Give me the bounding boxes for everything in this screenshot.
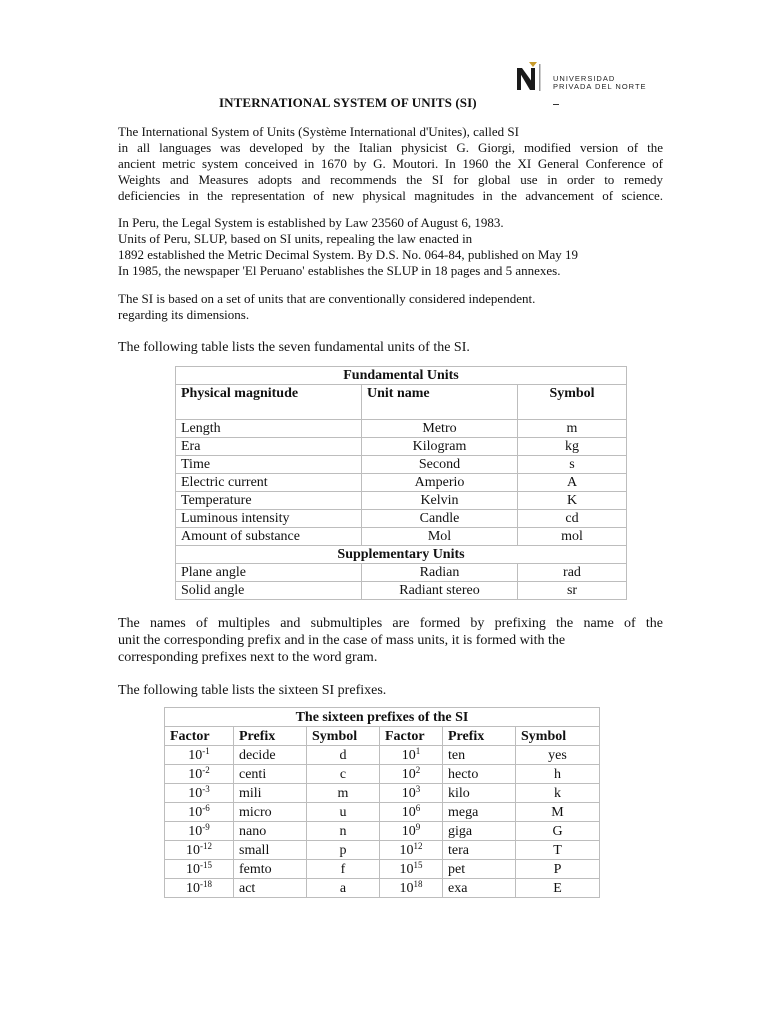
table-row (176, 420, 627, 438)
table-row (176, 492, 627, 510)
prefixes-paragraph (118, 615, 663, 666)
table-cell: m (307, 784, 380, 803)
table-cell: ten (443, 746, 516, 765)
factor-base: 10 (188, 785, 203, 801)
table-cell: f (307, 860, 380, 879)
table-cell: Length (176, 420, 362, 438)
table-cell: T (516, 841, 600, 860)
factor-base: 10 (399, 861, 414, 877)
table-cell: Electric current (176, 474, 362, 492)
column-header: Physical magnitude (176, 385, 362, 420)
table-cell (165, 765, 234, 784)
table-cell: giga (443, 822, 516, 841)
table-cell: Kilogram (362, 438, 518, 456)
table-cell: mega (443, 803, 516, 822)
factor-exponent: -1 (202, 745, 210, 756)
supplementary-title: Supplementary Units (176, 546, 627, 564)
table-row (165, 765, 600, 784)
factor-base: 10 (399, 880, 414, 896)
table-cell: u (307, 803, 380, 822)
table-cell: cd (518, 510, 627, 528)
text-line: regarding its dimensions. (118, 307, 250, 322)
table-row (165, 879, 600, 898)
column-header: Symbol (307, 727, 380, 746)
table-row (165, 860, 600, 879)
column-header: Factor (380, 727, 443, 746)
table-cell: nano (234, 822, 307, 841)
si-prefixes-table (164, 707, 600, 898)
factor-base: 10 (188, 747, 203, 763)
table-cell: h (516, 765, 600, 784)
table-cell: hecto (443, 765, 516, 784)
table-cell: Radian (362, 564, 518, 582)
text-line: The SI is based on a set of units that are conventionally considered independent. (118, 291, 536, 306)
table-cell: K (518, 492, 627, 510)
peru-paragraph (118, 215, 663, 279)
table-row (176, 474, 627, 492)
table-cell: Time (176, 456, 362, 474)
table-cell: Kelvin (362, 492, 518, 510)
table-cell (165, 803, 234, 822)
factor-exponent: -3 (202, 783, 210, 794)
table-cell: M (516, 803, 600, 822)
factor-base: 10 (188, 766, 203, 782)
table-cell (380, 860, 443, 879)
factor-exponent: -6 (202, 802, 210, 813)
factor-exponent: -12 (200, 840, 212, 851)
table1-intro: The following table lists the seven fundamental units of the SI. (118, 340, 470, 355)
table-cell: Solid angle (176, 582, 362, 600)
table-cell: pet (443, 860, 516, 879)
table-cell: rad (518, 564, 627, 582)
table-cell: Second (362, 456, 518, 474)
table-cell (380, 784, 443, 803)
factor-base: 10 (401, 766, 416, 782)
table-cell (380, 879, 443, 898)
column-header: Symbol (516, 727, 600, 746)
page-title: INTERNATIONAL SYSTEM OF UNITS (SI) (219, 95, 477, 110)
table-row (165, 803, 600, 822)
factor-exponent: 1 (415, 745, 421, 756)
text-line: In Peru, the Legal System is established by Law 23560 of August 6, 1983. (118, 215, 504, 230)
text-line: The names of multiples and submultiples are formed by prefixing the name of the (118, 616, 663, 631)
column-header: Symbol (518, 385, 627, 420)
text-line: deficiencies in the representation of new physical magnitudes in the advancement of science. (118, 188, 663, 203)
table-cell: sr (518, 582, 627, 600)
text-line: unit the corresponding prefix and in the case of mass units, it is formed with the (118, 633, 566, 648)
table-cell: a (307, 879, 380, 898)
text-line: 1892 established the Metric Decimal System. By D.S. No. 064-84, published on May 19 (118, 247, 579, 262)
table-cell: c (307, 765, 380, 784)
text-line: Weights and Measures adopts and recommends the SI for global use in order to remedy (118, 172, 663, 187)
table-row (176, 528, 627, 546)
text-line: In 1985, the newspaper 'El Peruano' establishes the SLUP in 18 pages and 5 annexes. (118, 263, 561, 278)
table-row (176, 510, 627, 528)
table-cell: mol (518, 528, 627, 546)
column-header: Prefix (443, 727, 516, 746)
factor-exponent: 9 (415, 821, 421, 832)
table-title: Fundamental Units (176, 367, 627, 385)
factor-exponent: 12 (413, 840, 423, 851)
table-cell (380, 803, 443, 822)
table-cell: p (307, 841, 380, 860)
table-cell (165, 860, 234, 879)
table2-intro: The following table lists the sixteen SI prefixes. (118, 683, 387, 698)
factor-exponent: -2 (202, 764, 210, 775)
table-cell: Amount of substance (176, 528, 362, 546)
table-cell: yes (516, 746, 600, 765)
table-row (176, 456, 627, 474)
factor-base: 10 (401, 823, 416, 839)
factor-base: 10 (399, 842, 414, 858)
text-line: The International System of Units (Système International d'Unites), called SI (118, 124, 519, 139)
table-cell: Plane angle (176, 564, 362, 582)
university-logo-text: UNIVERSIDAD PRIVADA DEL NORTE (553, 74, 647, 91)
text-line: Units of Peru, SLUP, based on SI units, repealing the law enacted in (118, 231, 473, 246)
table-cell (165, 879, 234, 898)
table-cell (165, 746, 234, 765)
table-cell: femto (234, 860, 307, 879)
factor-base: 10 (186, 880, 200, 896)
table-row (165, 841, 600, 860)
si-basis-paragraph (118, 291, 663, 323)
factor-exponent: 18 (413, 878, 423, 889)
table-cell: A (518, 474, 627, 492)
table-cell (380, 822, 443, 841)
table-cell: k (516, 784, 600, 803)
table-row (176, 564, 627, 582)
table-cell: Amperio (362, 474, 518, 492)
factor-exponent: 3 (415, 783, 421, 794)
table-cell: Temperature (176, 492, 362, 510)
factor-base: 10 (186, 842, 200, 858)
factor-base: 10 (188, 823, 203, 839)
table-cell: kilo (443, 784, 516, 803)
table-row (165, 784, 600, 803)
table-cell: Luminous intensity (176, 510, 362, 528)
text-line: ancient metric system conceived in 1670 by G. Moutori. In 1960 the XI General Conference of (118, 156, 663, 171)
factor-base: 10 (401, 747, 416, 763)
fundamental-units-table (175, 366, 627, 600)
factor-exponent: -9 (202, 821, 210, 832)
table-cell: tera (443, 841, 516, 860)
factor-base: 10 (401, 785, 416, 801)
table-cell (380, 841, 443, 860)
table-cell (165, 784, 234, 803)
table-cell: Radiant stereo (362, 582, 518, 600)
table-cell: centi (234, 765, 307, 784)
table-title: The sixteen prefixes of the SI (165, 708, 600, 727)
text-line: corresponding prefixes next to the word gram. (118, 650, 378, 665)
table-cell: Mol (362, 528, 518, 546)
table-cell: mili (234, 784, 307, 803)
table-cell: n (307, 822, 380, 841)
university-logo (515, 62, 665, 96)
table-cell (165, 822, 234, 841)
factor-exponent: 15 (413, 859, 423, 870)
table-cell: Metro (362, 420, 518, 438)
factor-base: 10 (401, 804, 416, 820)
table-cell: Era (176, 438, 362, 456)
table-cell: E (516, 879, 600, 898)
factor-exponent: 2 (415, 764, 421, 775)
table-cell: Candle (362, 510, 518, 528)
table-cell: micro (234, 803, 307, 822)
table-cell: m (518, 420, 627, 438)
table-cell: d (307, 746, 380, 765)
column-header: Factor (165, 727, 234, 746)
university-logo-mark-icon (515, 62, 545, 92)
table-cell: s (518, 456, 627, 474)
text-line: in all languages was developed by the Italian physicist G. Giorgi, modified version of the (118, 140, 663, 155)
table-cell: small (234, 841, 307, 860)
table-cell: P (516, 860, 600, 879)
table-cell: exa (443, 879, 516, 898)
factor-base: 10 (188, 804, 203, 820)
table-row (176, 438, 627, 456)
table-cell (380, 765, 443, 784)
table-cell: decide (234, 746, 307, 765)
table-cell: G (516, 822, 600, 841)
table-cell: kg (518, 438, 627, 456)
table-row (176, 582, 627, 600)
intro-paragraph (118, 124, 663, 204)
table-cell (380, 746, 443, 765)
column-header: Prefix (234, 727, 307, 746)
table-row (165, 746, 600, 765)
factor-exponent: -15 (200, 859, 212, 870)
header-mark (553, 104, 559, 105)
factor-exponent: -18 (200, 878, 212, 889)
table-cell: act (234, 879, 307, 898)
factor-base: 10 (186, 861, 200, 877)
factor-exponent: 6 (415, 802, 421, 813)
table-cell (165, 841, 234, 860)
column-header: Unit name (362, 385, 518, 420)
table-row (165, 822, 600, 841)
